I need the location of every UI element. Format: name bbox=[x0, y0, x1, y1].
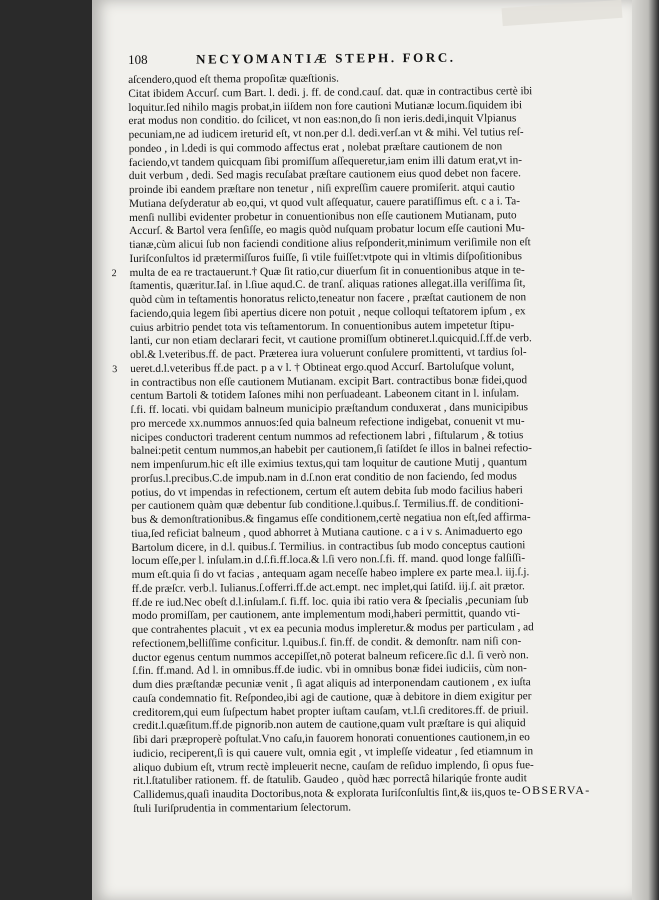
line-text: balnei:petit centum nummos,an habebit per cautionem,ſi ſatiſdet ſe illos in balnei refectio- bbox=[130, 442, 532, 458]
line-text: nicipes conductori traderent centum nummos ad refectionem labri , fiſtularum , & totius bbox=[130, 428, 524, 444]
line-text: mum eſt.quia ſi do vt facias , antequam agam neceſſe habeo implere ex parte mea.l. iij.ſ.j. bbox=[131, 566, 530, 581]
line-text: Citat ibidem Accurſ. cum Bart. l. dedi. j. ff. de cond.cauſ. dat. quæ in contractibus certè ibi bbox=[128, 84, 533, 100]
line-text: ueret.d.l.veteribus ff.de pact. p a v l. † Obtineat ergo.quod Accurſ. Bartoluſque volunt, bbox=[130, 360, 515, 375]
line-text: dum dies præſtandæ pecuniæ venit , ſi agat aliquis ad interponendam cautionem , ex iuſta bbox=[132, 676, 531, 691]
line-text: pro mercede xx.nummos annuos:ſed quia balneum refectione indigebat, conuenit vt mu- bbox=[130, 414, 525, 430]
line-text: menſi nullibi evidenter probetur in conuentionibus non eſſe cautionem Mutianam, puto bbox=[129, 208, 517, 224]
line-text: Accurſ. & Bartol vera ſenſiſſe, eo magis quòd nuſquam probatur locum eſſe cautioni Mu- bbox=[129, 222, 525, 238]
line-text: ductor egenus centum nummos accepiſſet,nõ poterat balneum reficere.ſic d.l. ſi verò non. bbox=[132, 648, 529, 664]
line-text: centum Bartoli & totidem Iaſones mihi non perſuadeant. Labeonem citant in l. inſulam. bbox=[130, 387, 520, 403]
line-text: ff.de re iud.Nec obeſt d.l.inſulam.ſ. fi.ff. loc. quia ibi ratio vera & ſpecialis ,pecuniam ſub bbox=[131, 593, 529, 609]
line-text: iudicio, reciperent,ſi is qui cauere vult, omnia egit , vt impleſſe videatur , ſed etiamnum in bbox=[132, 744, 534, 760]
line-text: ſibi dari præproperè poſtulat.Vno caſu,in fauorem honorati conuentiones cautionem,in eo bbox=[132, 731, 530, 746]
line-text: faciendo,vt tandem quicquam ſibi promiſſum aſſequeretur,iam enim illi datum erat,vt in- bbox=[128, 153, 522, 169]
line-text: ff.de præſcr. verb.l. Iulianus.ſ.offerri.ff.de act.empt. nec implet,qui ſatiſd. iij.ſ. ait prætor. bbox=[131, 579, 525, 595]
page-edge-shadow bbox=[632, 0, 659, 900]
paper-stain bbox=[502, 0, 623, 26]
line-text: obl.& l.veteribus.ff. de pact. Præterea iura voluerunt conſulere promittenti, vt tardius ſol- bbox=[130, 346, 527, 361]
line-text: potius, do vt impendas in refectionem, certum eſt autem debita ſub modo facilius haberi bbox=[131, 483, 523, 499]
line-text: Callidemus,quaſi inaudita Doctoribus,nota & explorata Iuriſconſultis ſint,& iis,quos te- bbox=[133, 786, 521, 801]
line-text: aſcendero,quod eſt thema propoſitæ quæſtionis. bbox=[128, 72, 339, 86]
line-text: lanti, cur non etiam declarari fecit, vt cautione promiſſum obtineret.l.quicquid.ſ.ff.de verb. bbox=[129, 332, 532, 348]
margin-note-number: 2 bbox=[111, 267, 117, 279]
line-text: locum eſſe,per l. inſulam.in d.ſ.fi.ff.loca.& l.ſi vero non.ſ.fi. ff. mand. quod longe falſiſſi- bbox=[131, 552, 526, 568]
line-text: Bartolum dicere, in d.l. quibus.ſ. Termilius. in contractibus ſub modo conceptus cautioni bbox=[131, 538, 526, 554]
body-text bbox=[111, 71, 605, 817]
page-header bbox=[128, 49, 600, 72]
line-text: Mutiana deſyderatur ab eo,qui, vt quod vult aſſequatur, cauere paratiſſimus eſt. c a i. Ta- bbox=[129, 195, 521, 210]
line-text: que contrahentes placuit , vt ex ea pecunia modus impleretur.& modus per particulam , ad bbox=[131, 621, 534, 636]
line-text: duit verbum , dedi. Sed magis recuſabat præſtare cautionem eius quod debet non facere. bbox=[128, 167, 521, 183]
line-text: pecuniam,ne ad iudicem ireturid eſt, vt non.per d.l. dedi.verſ.an vt & mihi. Vel tutius reſ- bbox=[128, 126, 524, 141]
line-text: ſ.fi. ff. locati. vbi quidam balneum municipio præſtandum conduxerat , dans municipibus bbox=[130, 401, 529, 416]
line-text: faciendo,quia legem ſibi apertius dicere non potuit , neque colloqui teſtatorem ipſum , ex bbox=[129, 304, 526, 320]
page-text bbox=[111, 49, 605, 817]
line-text: refectionem,belliſſime conficitur. l.quibus.ſ. fin.ff. de condit. & demonſtr. nam niſi con- bbox=[132, 635, 522, 650]
line-text: modo promiſſam, per cautionem, ante implementum modi,haberi permittit, quando vti- bbox=[131, 607, 521, 623]
line-text: credit.l.quæſitum.ff.de pignorib.non autem de cautione,quam vult præſtare is qui aliquid bbox=[132, 717, 526, 733]
running-head: NECYOMANTIÆ STEPH. FORC. bbox=[195, 49, 456, 67]
line-text: prorſus.l.precibus.C.de impub.nam in d.ſ.non erat conditio de non faciendo, ſed modus bbox=[130, 470, 517, 485]
line-text: erat modus non conditio. do ſcilicet, vt non eas:non,do ſi non ieris.dedi,inquit Vlpianus bbox=[128, 112, 517, 128]
line-text: loquitur.ſed nihilo magis probat,in iiſdem non fore cautioni Mutianæ locum.ſiquidem ibi bbox=[128, 98, 523, 114]
line-text: multa de ea re tractauerunt.† Quæ ſit ratio,cur diuerſum ſit in conuentionibus atque in te- bbox=[129, 263, 525, 279]
line-text: ſ.fin. ff.mand. Ad l. in omnibus.ff.de iudic. vbi in omnibus bonæ fidei iudiciis, cùm non- bbox=[132, 662, 527, 678]
line-text: creditorem,qui eum ſuſpectum habet propter iuſtam cauſam, vt.l.ſi creditores.ff. de priuil. bbox=[132, 703, 529, 719]
line-text: bus & demonſtrationibus.& fingamus eſſe conditionem,certè negatiua non eſt,ſed affirma- bbox=[131, 511, 531, 526]
margin-note-number: 3 bbox=[112, 363, 118, 375]
line-text: cuius arbitrio pendet tota vis teſtamentorum. In conuentionibus autem impetetur ſtipu- bbox=[129, 318, 515, 334]
line-text: per cautionem quàm quæ debentur ſub conditione.l.quibus.ſ. Termilius.ff. de conditioni- bbox=[131, 497, 524, 513]
line-text: aliquo dubium eſt, vtrum rectè impleuerit necne, cauſam de reſiduo implendo, ſi opus fue- bbox=[132, 758, 534, 774]
line-text: proinde ibi eandem præſtare non tenetur , niſi expreſſim cauere promiſerit. atqui cautio bbox=[128, 181, 515, 196]
line-text: quòd cùm in teſtamentis honoratus relicto,teneatur non facere , præſtat cautionem de non bbox=[129, 291, 527, 306]
line-text: ſtamentis, quæritur.Iaſ. in l.ſiue aqud.C. de tranſ. aliquas rationes allegat.illa veriſſima ſit, bbox=[129, 277, 526, 293]
catchword: OBSERVA- bbox=[522, 783, 591, 797]
line-text: rit.l.ſtatuliber rationem. ff. de ſtatulib. Gaudeo , quòd hæc porrectâ hilariqúe fronte audit bbox=[133, 772, 527, 788]
line-text: tiua,ſed reficiat balneum , quod abhorret à Mutiana cautione. c a i v s. Animaduerto ego bbox=[131, 525, 523, 540]
line-text: tianæ,cùm alicui ſub non faciendi conditione alius reſponderit,minimum veriſimile non eſt bbox=[129, 236, 531, 251]
line-text: in contractibus non eſſe cautionem Mutianam. excipit Bart. contractibus bonæ fidei,quod bbox=[130, 373, 528, 389]
line-text: ſtuli Iuriſprudentia in commentarium ſelectorum. bbox=[133, 801, 352, 815]
page-number: 108 bbox=[128, 51, 148, 67]
line-text: pondeo , in l.dedi is qui commodo affectus erat , nolebat præſtare cautionem de non bbox=[128, 140, 503, 155]
line-text: cauſa condemnatio fit. Reſpondeo,ibi agi de cautione, quæ à debitore in diem exigitur per bbox=[132, 689, 532, 705]
line-text: nem impenſurum.hic eſt ille eximius textus,qui tam loquitur de cautione Mutij , quantum bbox=[130, 456, 528, 471]
line-text: Iuriſconſultos id prætermiſſuros fuiſſe, ſi vtile fuiſſet:vtpote qui in vltimis diſpoſitionibus bbox=[129, 250, 522, 265]
